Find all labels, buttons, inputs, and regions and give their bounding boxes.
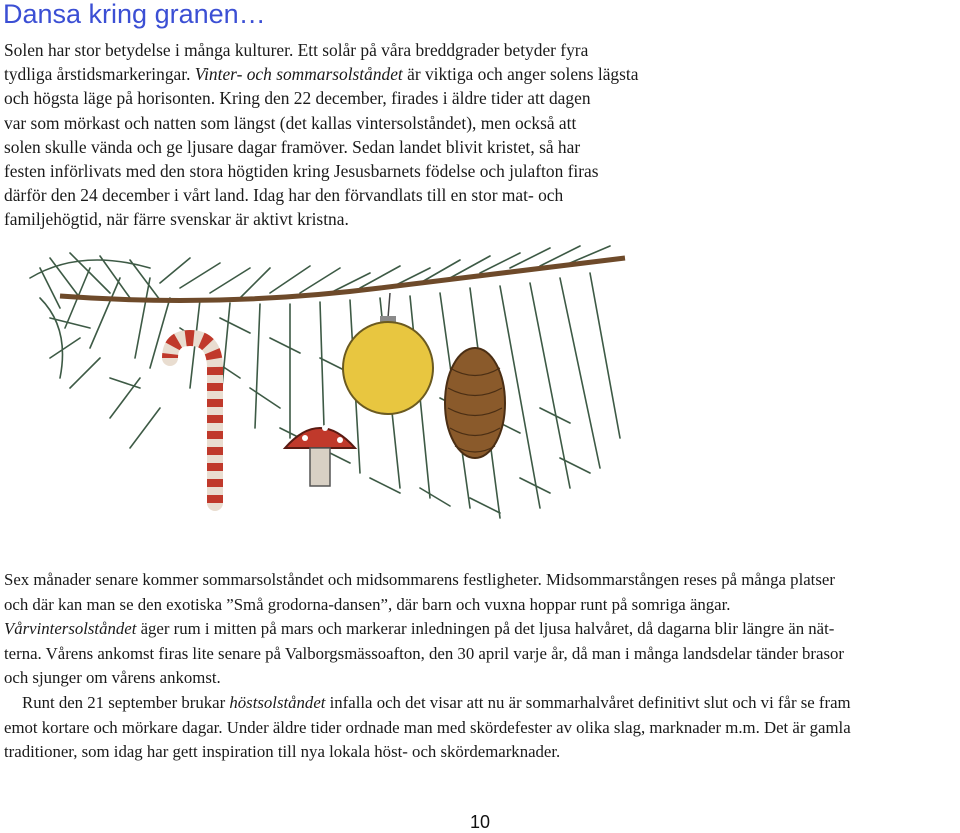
text-span: tydliga årstidsmarkeringar. <box>4 64 195 85</box>
emphasis-autumn-equinox: höstsolståndet <box>229 692 326 712</box>
lower-text <box>4 568 959 765</box>
intro-paragraph <box>4 38 952 232</box>
branch-drawing <box>20 238 632 550</box>
mushroom-stem <box>310 448 330 486</box>
text-line: traditioner, som idag har gett inspiration till nya lokala höst- och skördemarknader. <box>4 742 561 762</box>
pine-cone-icon <box>445 348 505 458</box>
text-line: var som mörkast och natten som längst (det kallas vintersolståndet), men också att <box>4 112 577 133</box>
mushroom-spot <box>337 437 343 443</box>
page-title: Dansa kring granen… <box>3 0 266 29</box>
text-line: familjehögtid, när färre svenskar är aktivt kristna. <box>4 209 349 230</box>
text-line: emot kortare och mörkare dagar. Under äldre tider ordnade man med skördefester av olika slag, marknader m.m. Det är gamla <box>4 717 851 737</box>
text-line <box>4 617 959 642</box>
text-line: Solen har stor betydelse i många kulturer. Ett solår på våra breddgrader betyder fyra <box>4 40 589 60</box>
text-span: infalla och det visar att nu är sommarhalvåret definitivt slut och vi får se fram <box>325 692 851 712</box>
text-span: äger rum i mitten på mars och markerar inledningen på det ljusa halvåret, då dagarna blir längre än nät- <box>136 619 835 639</box>
text-line <box>4 62 952 86</box>
text-line <box>4 691 959 716</box>
mushroom-icon <box>285 428 355 448</box>
bauble-string <box>388 293 390 318</box>
text-line: därför den 24 december i vårt land. Idag har den förvandlats till en stor mat- och <box>4 185 564 206</box>
emphasis-solstice: Vinter- och sommarsolståndet <box>194 64 403 85</box>
mushroom-spot <box>322 425 328 431</box>
text-span: är viktiga och anger solens lägsta <box>402 64 639 85</box>
page-number: 10 <box>469 812 491 832</box>
text-line: festen införlivats med den stora högtiden kring Jesusbarnets födelse och julafton firas <box>4 161 599 182</box>
text-line: Sex månader senare kommer sommarsolståndet och midsommarens festligheter. Midsommarstången reses på många platser <box>4 570 835 589</box>
text-line: och sjunger om vårens ankomst. <box>4 668 221 688</box>
christmas-branch-illustration <box>20 238 632 550</box>
mushroom-spot <box>302 435 308 441</box>
text-line: och där kan man se den exotiska ”Små grodorna-dansen”, där barn och vuxna hoppar runt på somriga ängar. <box>4 594 731 614</box>
emphasis-spring-equinox: Vårvintersolståndet <box>4 619 137 639</box>
text-line: solen skulle vända och ge ljusare dagar framöver. Sedan landet blivit kristet, så har <box>4 136 581 157</box>
text-span: Runt den 21 september brukar <box>22 692 230 712</box>
text-line: terna. Vårens ankomst firas lite senare på Valborgsmässoafton, den 30 april varje år, då man i många landsdelar tänder brasor <box>4 643 844 663</box>
bauble-icon <box>343 322 433 414</box>
text-line: och högsta läge på horisonten. Kring den 22 december, firades i äldre tider att dagen <box>4 88 591 109</box>
